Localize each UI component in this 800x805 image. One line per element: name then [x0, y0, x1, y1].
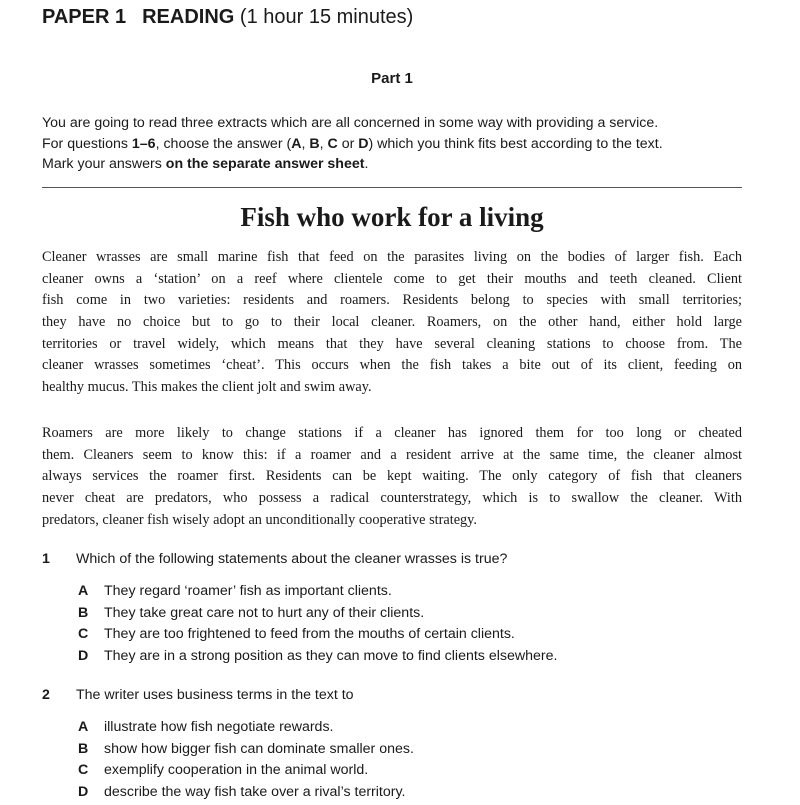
paper-header — [42, 6, 413, 29]
paragraph-line: them. Cleaners seem to know this: if a roamer and a resident arrive at the same time, the cleaner almost — [42, 446, 742, 463]
exam-page — [42, 0, 742, 800]
instructions-text: Mark your answers — [42, 156, 166, 172]
instructions-question-range: 1–6 — [131, 135, 156, 152]
option-text: They are in a strong position as they can move to find clients elsewhere. — [104, 647, 558, 664]
instructions — [42, 113, 742, 175]
instructions-answer-sheet: on the separate answer sheet — [165, 156, 365, 172]
paragraph-line: always services the roamer first. Residents can be kept waiting. The only category of fish that cleaners — [42, 468, 742, 485]
option-letter: D — [78, 783, 89, 800]
instructions-text: , choose the answer ( — [155, 135, 292, 152]
question-stem — [42, 551, 742, 573]
option-text: show how bigger fish can dominate smaller ones. — [104, 740, 414, 757]
section-name: READING — [142, 6, 235, 28]
instructions-line-3 — [42, 154, 742, 175]
question-text: Which of the following statements about the cleaner wrasses is true? — [76, 551, 508, 567]
instructions-text: , — [301, 135, 310, 152]
question-number: 2 — [42, 687, 50, 703]
article-paragraph-2 — [42, 423, 742, 531]
option-letter: A — [78, 719, 89, 735]
option-text: They are too frightened to feed from the mouths of certain clients. — [104, 626, 515, 642]
instructions-text: , — [319, 135, 328, 152]
instructions-text: For questions — [42, 135, 132, 152]
paragraph-line: never cheat are predators, who possess a radical counterstrategy, which is to swallow the cleaner. With — [42, 490, 742, 507]
option-text: exemplify cooperation in the animal world. — [104, 762, 369, 778]
instructions-line-2 — [42, 134, 742, 155]
question-number: 1 — [42, 551, 50, 567]
paragraph-line: territories or travel widely, which means that they have several cleaning stations to choose from. The — [42, 335, 742, 352]
paragraph-line: cleaner wrasses sometimes ‘cheat’. This occurs when the fish takes a bite out of its client, feeding on — [42, 357, 742, 374]
part-title: Part 1 — [371, 70, 413, 87]
option-letter: D — [78, 647, 89, 664]
instructions-option-letter: D — [358, 135, 369, 152]
section-divider — [42, 187, 742, 188]
section-duration: (1 hour 15 minutes) — [239, 6, 414, 28]
question-2 — [42, 687, 742, 800]
question-stem — [42, 687, 742, 709]
option-letter: B — [78, 740, 89, 757]
paper-number: PAPER 1 — [42, 6, 127, 28]
paragraph-line: healthy mucus. This makes the client jolt and swim away. — [42, 379, 372, 396]
option-text: illustrate how fish negotiate rewards. — [104, 719, 334, 735]
paragraph-line: cleaner owns a ‘station’ on a reef where clientele come to get their mouths and teeth cleaned. Client — [42, 270, 742, 287]
article-paragraph-1 — [42, 247, 742, 399]
question-1 — [42, 551, 742, 664]
option-letter: C — [78, 762, 89, 778]
option-text: They take great care not to hurt any of their clients. — [104, 604, 425, 621]
instructions-option-letter: B — [309, 135, 320, 152]
instructions-text: or — [337, 135, 359, 152]
instructions-text: . — [364, 156, 369, 172]
paragraph-line: Cleaner wrasses are small marine fish that feed on the parasites living on the bodies of larger fish. Each — [42, 249, 742, 265]
question-text: The writer uses business terms in the text to — [76, 687, 354, 703]
option-text: They regard ‘roamer’ fish as important clients. — [104, 583, 392, 599]
paragraph-line: Roamers are more likely to change stations if a cleaner has ignored them for too long or cheated — [42, 425, 742, 441]
paragraph-line: fish come in two varieties: residents and roamers. Residents belong to species with small territories; — [42, 292, 742, 309]
option-letter: C — [78, 626, 89, 642]
instructions-option-letter: A — [291, 135, 302, 152]
option-letter: A — [78, 583, 89, 599]
option-text: describe the way fish take over a rival’s territory. — [104, 783, 406, 800]
instructions-line-1: You are going to read three extracts which are all concerned in some way with providing a service. — [42, 115, 659, 131]
instructions-text: ) which you think fits best according to the text. — [368, 135, 663, 152]
article-title: Fish who work for a living — [240, 202, 544, 232]
instructions-option-letter: C — [327, 135, 338, 152]
option-letter: B — [78, 604, 89, 621]
paragraph-line: predators, cleaner fish wisely adopt an unconditionally cooperative strategy. — [42, 511, 477, 528]
paragraph-line: they have no choice but to go to their local cleaner. Roamers, on the other hand, either hold large — [42, 314, 742, 331]
